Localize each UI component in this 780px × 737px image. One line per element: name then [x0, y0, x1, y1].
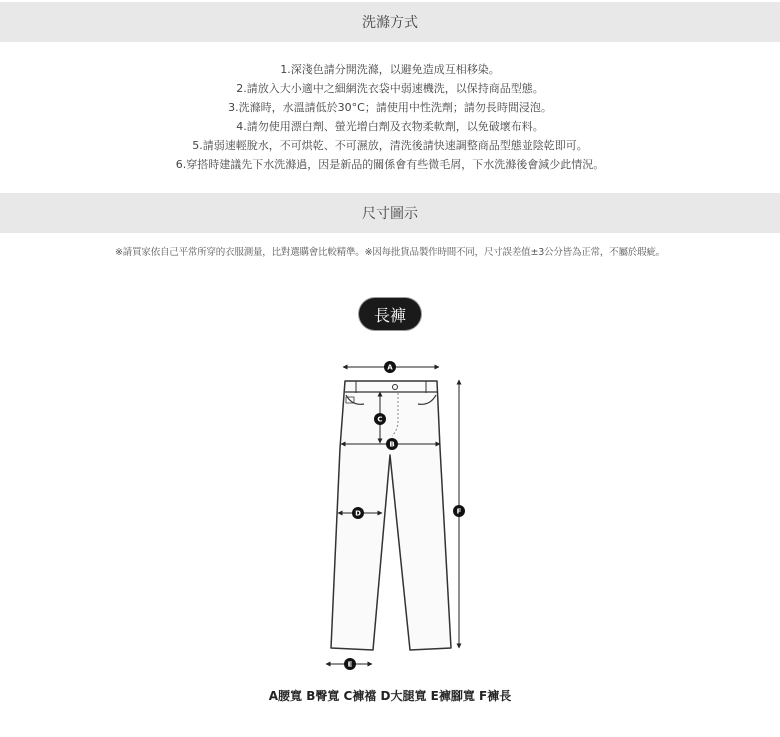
marker-b: [386, 438, 398, 450]
size-note: ※請買家依自己平常所穿的衣服測量，比對選購會比較精準。※因每批貨品製作時間不同，尺寸誤差值±3公分皆為正常，不屬於瑕疵。: [115, 247, 665, 258]
size-section-title: 尺寸圖示: [362, 206, 418, 222]
marker-a: [384, 361, 396, 373]
wash-instruction-item: 3.洗滌時，水溫請低於30°C；請使用中性洗劑；請勿長時間浸泡。: [228, 101, 552, 114]
svg-text:B: B: [389, 440, 395, 449]
wash-section-title: 洗滌方式: [362, 15, 418, 31]
marker-e: [344, 658, 356, 670]
wash-instruction-item: 4.請勿使用漂白劑、螢光增白劑及衣物柔軟劑，以免破壞布料。: [236, 120, 544, 133]
svg-text:F: F: [456, 507, 462, 516]
marker-d: [352, 507, 364, 519]
product-type-badge: 長褲: [359, 298, 421, 330]
wash-instruction-item: 6.穿搭時建議先下水洗滌過，因是新品的關係會有些微毛屑，下水洗滌後會減少此情況。: [175, 158, 605, 171]
wash-instruction-item: 5.請弱速輕脫水，不可烘乾、不可濕放，清洗後請快速調整商品型態並陰乾即可。: [192, 139, 588, 152]
pants-outline: [331, 381, 451, 650]
wash-instruction-item: 2.請放入大小適中之細網洗衣袋中弱速機洗，以保持商品型態。: [236, 82, 544, 95]
svg-text:A: A: [387, 363, 393, 372]
svg-text:E: E: [347, 660, 353, 669]
size-legend: A腰寬 B臀寬 C褲襠 D大腿寬 E褲腳寬 F褲長: [268, 689, 512, 703]
svg-text:D: D: [355, 509, 361, 518]
marker-c: [374, 413, 386, 425]
wash-instruction-item: 1.深淺色請分開洗滌，以避免造成互相移染。: [280, 63, 500, 76]
marker-f: [453, 505, 465, 517]
svg-text:C: C: [377, 415, 383, 424]
